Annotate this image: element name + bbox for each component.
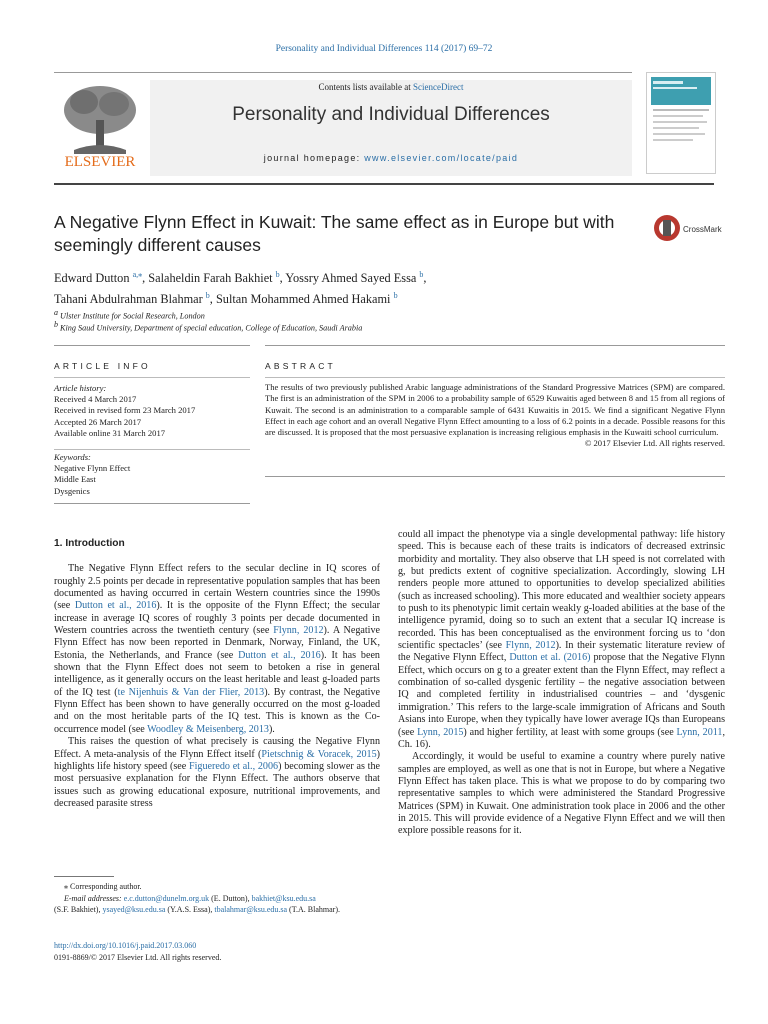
citation-link[interactable]: Flynn, 2012 <box>273 625 324 637</box>
paragraph-text: Accordingly, it would be useful to examine a country where purely native samples are employed, as well as one that is not in Europe, but where a Negative Flynn Effect has taken place. This is what we propose to do by comparing two representative samples to which were administered the Standard Progressive Matrices (SPM) in Kuwait. One administration took place in 2006 and the other in 2015. This will provide evidence of a Negative Flynn Effect and we will then explore possible reasons for it. <box>398 751 725 837</box>
keyword: Dysgenics <box>54 485 90 496</box>
history-item: Accepted 26 March 2017 <box>54 416 142 427</box>
elsevier-wordmark: ELSEVIER <box>64 154 136 170</box>
masthead-rule <box>54 183 714 185</box>
author-name: Salaheldin Farah Bakhiet <box>148 271 273 286</box>
paragraph <box>54 563 380 736</box>
paragraph-text: ). It is the opposite of the Flynn Effect; the secular increase in average IQ scores of roughly 3 points per decade documented in Western countries across the twentieth century (see <box>54 600 380 637</box>
abstract-heading: ABSTRACT <box>265 361 336 371</box>
email-label: E-mail addresses: <box>64 893 124 903</box>
article-history <box>54 383 250 439</box>
abstract-copyright: © 2017 Elsevier Ltd. All rights reserved. <box>584 438 725 449</box>
citation-link[interactable]: Dutton et al., 2016 <box>238 649 321 661</box>
citation-link[interactable]: Woodley & Meisenberg, 2013 <box>147 723 269 735</box>
paragraph-text: ) highlights life history speed (see <box>54 748 381 772</box>
email-link[interactable]: ysayed@ksu.edu.sa <box>102 905 166 914</box>
body-column-right <box>398 529 725 838</box>
corresponding-note: Corresponding author. <box>70 882 142 891</box>
author-name: Yossry Ahmed Sayed Essa <box>285 271 417 286</box>
journal-cover-thumbnail[interactable] <box>646 72 716 174</box>
journal-reference[interactable]: Personality and Individual Differences 114 (2017) 69–72 <box>275 44 493 54</box>
author-name: Tahani Abdulrahman Blahmar <box>54 292 203 307</box>
paragraph-text: , Ch. 16). <box>398 726 726 750</box>
author-affiliation-marker: a,⁎ <box>132 270 143 279</box>
history-label: Article history: <box>54 383 107 393</box>
paragraph-text: ) and higher fertility, at least with some groups (see <box>463 726 677 738</box>
footnote: ⁎ Corresponding author. E-mail addresses: e.c.dutton@dunelm.org.uk (E. Dutton), bakhiet@ksu.edu.sa (S.F. Bakhiet), ysayed@ksu.edu.sa (Y.A.S. Essa), tbalahmar@ksu.edu.sa (T.A. Blahmar). <box>54 882 340 914</box>
affiliation: $^b$ King Saud University, Department of special education, College of Education, Saudi Arabia <box>54 320 363 333</box>
paragraph-text: ). In their systematic literature review of the Negative Flynn Effect, <box>398 640 726 664</box>
section-heading: 1. Introduction <box>54 538 125 549</box>
citation-link[interactable]: Lynn, 2011 <box>676 726 723 738</box>
affiliation: $^a$ Ulster Institute for Social Research, London <box>54 308 205 321</box>
abstract-text: The results of two previously published Arabic language administrations of the Standard Progressive Matrices (SPM) are compared. The first is an administration of the SPM in 2006 to a probability sample of 6529 Kuwaitis aged between 8 and 15 from all regions of Kuwait. The second is an administration to a comparable sample of 6431 Kuwaitis in 2015. We find a significant Negative Flynn Effect in each age cohort and an overall Negative Flynn Effect amounting to a loss of 6.2 points in a decade. Possible reasons for this are discussed. It is proposed that the most persuasive explanation is increasing religious emphasis in the Kuwaiti school curriculum. <box>265 382 725 438</box>
doi-block <box>54 940 221 963</box>
paragraph-text: ). It has been shown that the Flynn Effect does not seem to betoken a rise in general intelligence, as it generally occurs on the least heritable and least g-loaded parts of the IQ test ( <box>54 649 380 698</box>
crossmark-badge[interactable] <box>652 213 732 243</box>
author-affiliation-marker: b <box>419 270 424 279</box>
crossmark-label: CrossMark <box>683 225 722 234</box>
paragraph-text: ). By contrast, the Negative Flynn Effect has been shown to have generally occurred on the most g-loaded and on the most heritable parts of the IQ test. This is known as the Co-occurrence model (see <box>54 686 380 735</box>
divider <box>54 345 250 346</box>
paragraph-text: could all impact the phenotype via a single developmental pathway: life history speed. This is because each of these traits is indicators of decreased extrinsic morbidity and mortality. They also observe that LH speed is not correlated with g, but predicts extent of cognitive specialization. Accordingly, slowing LH renders people more attuned to opportunities to develop specialized abilities (such as increased schooling). This more educated and wealthier society appears to push to its phenotypic limit certain weakly g-loaded abilities at the base of the intelligence pyramid, doing so to such an extent that a secular IQ increase is recorded. This has been conceptualised as the environment forcing us to ‘don scientific spectacles’ (see <box>398 529 725 652</box>
journal-title: Personality and Individual Differences <box>232 104 550 125</box>
keyword: Middle East <box>54 474 96 485</box>
header-rule <box>54 72 632 73</box>
body-column-left <box>54 538 380 810</box>
divider <box>265 345 725 346</box>
citation-link[interactable]: Dutton et al., 2016 <box>74 600 157 612</box>
paragraph <box>398 751 725 837</box>
paragraph-text: ). A Negative Flynn Effect has now been reported in Denmark, Norway, Finland, the UK, Estonia, the Netherlands, and France (see <box>54 625 380 661</box>
keyword: Negative Flynn Effect <box>54 463 131 474</box>
author-affiliation-marker: b <box>205 291 210 301</box>
sciencedirect-link[interactable]: ScienceDirect <box>413 82 464 92</box>
contents-line: Contents lists available at ScienceDirect <box>318 82 464 92</box>
citation-link[interactable]: Figueredo et al., 2006 <box>189 760 279 772</box>
citation-link[interactable]: Pietschnig & Voracek, 2015 <box>261 748 377 760</box>
author-name: Sultan Mohammed Ahmed Hakami <box>215 292 391 307</box>
citation-link[interactable]: Flynn, 2012 <box>505 640 556 652</box>
paragraph <box>54 736 380 810</box>
history-item: Received 4 March 2017 <box>54 394 137 405</box>
history-item: Received in revised form 23 March 2017 <box>54 405 196 416</box>
article-info-heading: ARTICLE INFO <box>54 361 151 371</box>
issn-copyright: 0191-8869/© 2017 Elsevier Ltd. All rights reserved. <box>54 952 222 962</box>
paragraph-text: propose that the Negative Flynn Effect, which occurs on g to a greater extent than the Flynn Effect, may reflect a combination of so-called dysgenic fertility – the negative association between IQ and completed fertility in industrialised countries – and ‘dysgenic immigration.’ This refers to the large-scale immigration of Africans and South Asians into Europe, when they typically have lower average IQs than Europeans (see <box>398 652 725 738</box>
keywords-label: Keywords: <box>54 452 91 462</box>
citation-link[interactable]: Lynn, 2015 <box>417 726 464 738</box>
paragraph <box>398 529 725 751</box>
elsevier-logo[interactable] <box>54 80 146 172</box>
abstract-body <box>265 382 725 450</box>
author-name: Edward Dutton <box>54 271 130 286</box>
author-affiliation-marker: b <box>393 291 398 301</box>
paragraph-text: ). <box>268 723 275 735</box>
author-list: Edward Dutton $^{a,⁎}$, Salaheldin Farah Bakhiet $^b$, Yossry Ahmed Sayed Essa $^b$, Tahani Abdulrahman Blahmar $^b$, Sultan Mohammed Ahmed Hakami $^b$ <box>54 270 427 307</box>
divider <box>54 377 250 378</box>
divider <box>265 476 725 477</box>
homepage-link[interactable]: www.elsevier.com/locate/paid <box>364 153 519 163</box>
citation-link[interactable]: te Nijenhuis & Van der Flier, 2013 <box>117 686 265 698</box>
keywords <box>54 452 250 497</box>
author-affiliation-marker: b <box>275 270 280 279</box>
paragraph-text: ) becoming slower as the most persuasive explanation for the Flynn Effect. The authors observe that issues such as growing educational exposure, nutritional improvements, and decreased parasite stress <box>54 760 380 809</box>
divider <box>54 449 250 450</box>
email-link[interactable]: tbalahmar@ksu.edu.sa <box>214 905 288 914</box>
paragraph-text: This raises the question of what precisely is causing the Negative Flynn Effect. A meta-analysis of the Flynn Effect itself ( <box>54 736 380 760</box>
citation-link[interactable]: Dutton et al. (2016) <box>509 652 591 664</box>
article-title: A Negative Flynn Effect in Kuwait: The same effect as in Europe but with seemingly different causes <box>54 212 615 255</box>
email-link[interactable]: bakhiet@ksu.edu.sa <box>251 893 316 903</box>
journal-homepage: journal homepage: www.elsevier.com/locate/paid <box>263 153 519 163</box>
doi-link[interactable]: http://dx.doi.org/10.1016/j.paid.2017.03.060 <box>54 941 197 950</box>
paragraph-text: The Negative Flynn Effect refers to the secular decline in IQ scores of roughly 2.5 points per decade in representative population samples that has been documented as having occurred in certain Western countries since the 1990s (see <box>54 563 380 612</box>
divider <box>54 503 250 504</box>
footnote-rule <box>54 876 114 877</box>
divider <box>265 377 725 378</box>
history-item: Available online 31 March 2017 <box>54 427 166 438</box>
email-link[interactable]: e.c.dutton@dunelm.org.uk <box>123 893 210 903</box>
